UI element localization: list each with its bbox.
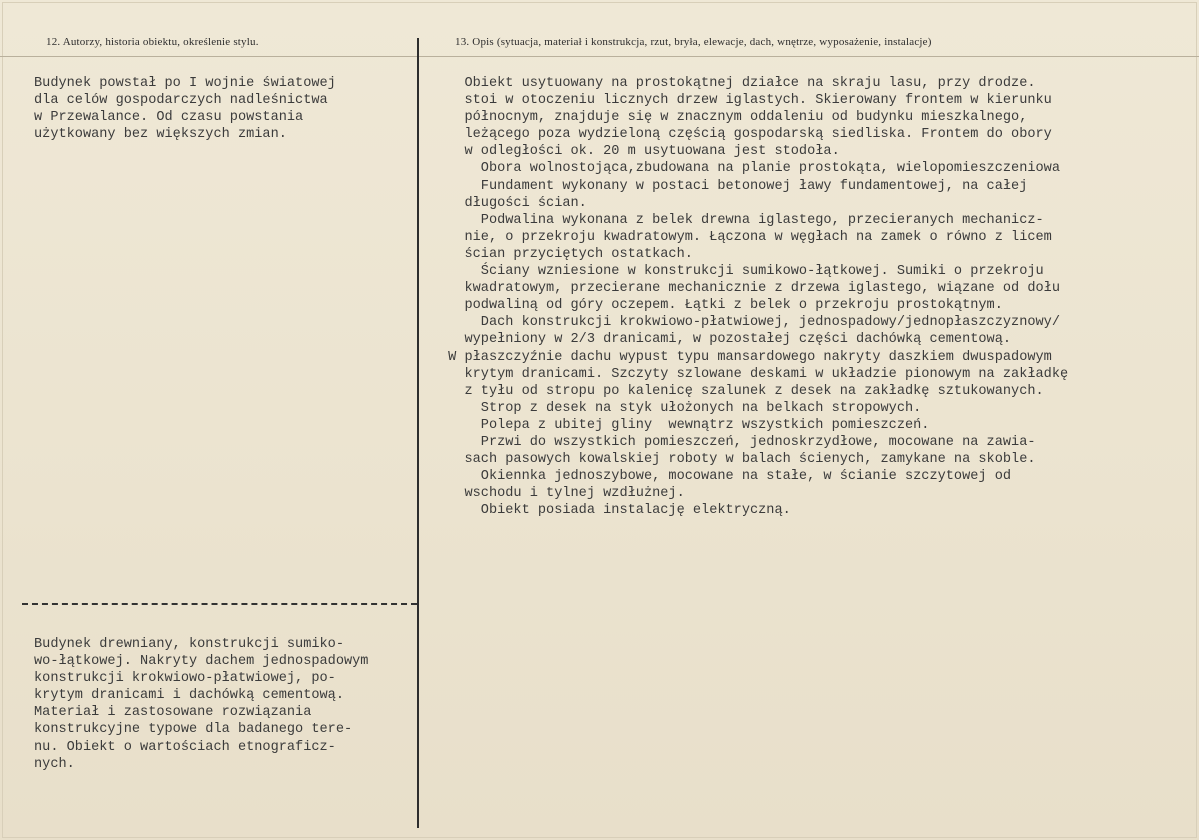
text-line: stoi w otoczeniu licznych drzew iglastych. Skierowany frontem w kierunku (440, 93, 1052, 109)
text-line: Polepa z ubitej gliny wewnątrz wszystkich pomieszczeń. (440, 417, 930, 433)
text-line: Strop z desek na styk ułożonych na belkach stropowych. (440, 400, 922, 416)
column-divider (417, 38, 419, 828)
text-line: nych. (34, 756, 75, 772)
text-line: z tyłu od stropu po kalenicę szalunek z desek na zakładkę sztukowanych. (440, 383, 1044, 399)
text-line: użytkowany bez większych zmian. (34, 127, 287, 143)
text-line: W płaszczyźnie dachu wypust typu mansardowego nakryty daszkiem dwuspadowym (440, 349, 1052, 365)
header-rule (0, 56, 1199, 57)
text-line: sach pasowych kowalskiej roboty w balach ścienych, zamykane na skoble. (440, 452, 1036, 468)
text-line: Przwi do wszystkich pomieszczeń, jednoskrzydłowe, mocowane na zawia- (440, 434, 1036, 450)
text-line: ścian przyciętych ostatkach. (440, 246, 693, 262)
text-line: wo-łątkowej. Nakryty dachem jednospadowym (34, 654, 369, 670)
text-line: Obiekt posiada instalację elektryczną. (440, 503, 791, 519)
text-line: nu. Obiekt o wartościach etnograficz- (34, 739, 336, 755)
text-line: Fundament wykonany w postaci betonowej ławy fundamentowej, na całej (440, 178, 1028, 194)
text-line: Podwalina wykonana z belek drewna iglastego, przecieranych mechanicz- (440, 212, 1044, 228)
text-line: północnym, znajduje się w znacznym oddaleniu od budynku mieszkalnego, (440, 110, 1028, 126)
text-line: krytym dranicami. Szczyty szlowane deskami w układzie pionowym na zakładkę (440, 366, 1069, 382)
text-line: krytym dranicami i dachówką cementową. (34, 688, 344, 704)
text-line: w odległości ok. 20 m usytuowana jest stodoła. (440, 144, 840, 160)
text-line: konstrukcji krokwiowo-płatwiowej, po- (34, 671, 336, 687)
text-line: Obora wolnostojąca,zbudowana na planie prostokąta, wielopomieszczeniowa (440, 161, 1060, 177)
text-line: Dach konstrukcji krokwiowo-płatwiowej, jednospadowy/jednopłaszczyznowy/ (440, 315, 1060, 331)
text-line: Okiennka jednoszybowe, mocowane na stałe, w ścianie szczytowej od (440, 469, 1012, 485)
text-line: Budynek drewniany, konstrukcji sumiko- (34, 637, 344, 652)
history-text (34, 75, 336, 143)
style-summary-text (34, 636, 368, 773)
text-line: kwadratowym, przecierane mechanicznie z drzewa iglastego, wiązane od dołu (440, 281, 1060, 297)
description-text (440, 75, 1068, 519)
dashed-separator (22, 603, 417, 605)
text-line: Budynek powstał po I wojnie światowej (34, 76, 336, 91)
text-line: leżącego poza wydzieloną częścią gospodarską siedliska. Frontem do obory (440, 127, 1052, 143)
text-line: Obiekt usytuowany na prostokątnej działce na skraju lasu, przy drodze. (440, 76, 1036, 91)
text-line: wypełniony w 2/3 dranicami, w pozostałej części dachówką cementową. (440, 332, 1012, 348)
text-line: wschodu i tylnej wzdłużnej. (440, 486, 685, 502)
section-13-header: 13. Opis (sytuacja, materiał i konstrukcja, rzut, bryła, elewacje, dach, wnętrze, wyposażenie, instalacje) (455, 36, 932, 48)
text-line: konstrukcyjne typowe dla badanego tere- (34, 722, 353, 738)
section-12-header: 12. Autorzy, historia obiektu, określenie stylu. (46, 36, 259, 48)
text-line: dla celów gospodarczych nadleśnictwa (34, 93, 328, 109)
text-line: w Przewalance. Od czasu powstania (34, 110, 304, 126)
text-line: Materiał i zastosowane rozwiązania (34, 705, 312, 721)
text-line: Ściany wzniesione w konstrukcji sumikowo-łątkowej. Sumiki o przekroju (440, 264, 1044, 280)
text-line: podwaliną od góry oczepem. Łątki z belek o przekroju prostokątnym. (440, 298, 1003, 314)
text-line: nie, o przekroju kwadratowym. Łączona w węgłach na zamek o równo z licem (440, 229, 1052, 245)
text-line: długości ścian. (440, 195, 587, 211)
